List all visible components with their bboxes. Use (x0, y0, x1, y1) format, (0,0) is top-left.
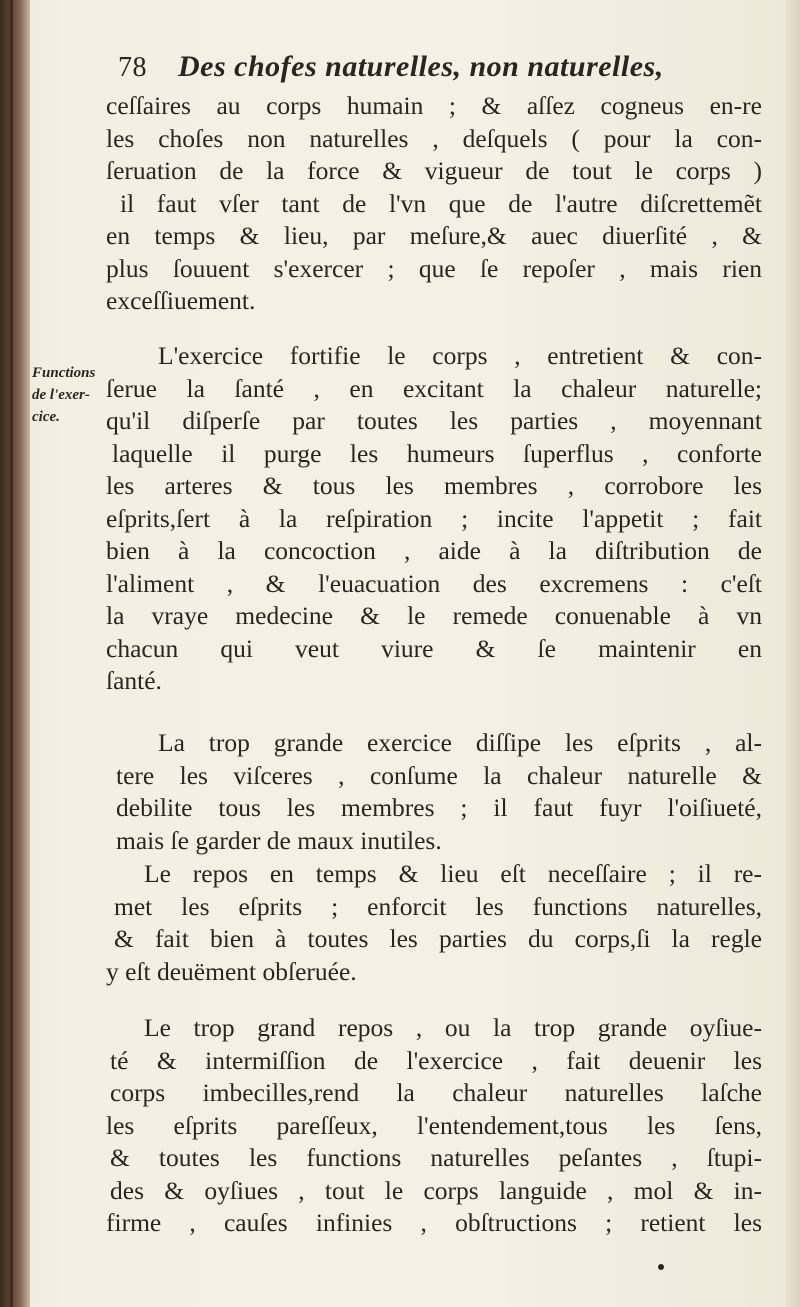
text-line: & fait bien à toutes les parties du corps,ſi la regle (114, 924, 762, 953)
text-line: debilite tous les membres ; il faut fuyr l'oiſiueté, (116, 793, 762, 822)
text-line: exceſſiuement. (106, 286, 256, 315)
text-line: mais ſe garder de maux inutiles. (116, 825, 442, 855)
marginal-note (32, 362, 102, 428)
text-line: ceſſaires au corps humain ; & aſſez cogneus en‑re (106, 91, 762, 120)
running-title: Des chofes naturelles, non naturelles, (178, 50, 664, 83)
text-line: firme , cauſes infinies , obſtructions ; retient les (106, 1208, 762, 1237)
book-binding (0, 0, 30, 1307)
text-line: eſprits,ſert à la reſpiration ; incite l'appetit ; fait (106, 503, 762, 533)
text-line: en temps & lieu, par meſure,& auec diuerſité , & (106, 221, 762, 250)
text-line: tere les viſceres , conſume la chaleur naturelle & (116, 760, 762, 790)
paragraph-4 (106, 858, 762, 988)
text-line: il faut vſer tant de l'vn que de l'autre diſcrettemẽt (120, 188, 762, 218)
marginal-note-line: cice. (32, 409, 60, 425)
text-line: met les eſprits ; enforcit les functions naturelles, (114, 891, 762, 921)
text-line: bien à la concoction , aide à la diſtribution de (106, 536, 762, 565)
paragraph-1 (106, 90, 762, 318)
text-line: ſanté. (106, 666, 162, 695)
marginal-note-line: Functions (32, 365, 96, 381)
page-edge (786, 0, 800, 1307)
text-line: ſeruation de la force & vigueur de tout le corps ) (106, 156, 762, 185)
text-line: L'exercice fortifie le corps , entretient & con- (158, 341, 762, 370)
paragraph-5 (106, 1012, 762, 1240)
text-line: té & intermiſſion de l'exercice , fait deuenir les (110, 1045, 762, 1075)
paragraph-2 (106, 340, 762, 698)
text-line: la vraye medecine & le remede conuenable à vn (106, 601, 762, 630)
text-line: l'aliment , & l'euacuation des excremens : c'eſt (106, 568, 762, 598)
page-number: 78 (118, 52, 147, 83)
text-line: les arteres & tous les membres , corrobore les (106, 471, 762, 500)
text-line: les eſprits pareſſeux, l'entendement,tous les ſens, (106, 1110, 762, 1140)
text-line: Le repos en temps & lieu eſt neceſſaire ; il re- (144, 859, 762, 888)
paragraph-3 (106, 727, 762, 857)
text-line: qu'il diſperſe par toutes les parties , moyennant (106, 406, 762, 435)
text-line: laquelle il purge les humeurs ſuperflus , conforte (112, 438, 762, 468)
text-line: y eſt deuëment obſeruée. (106, 956, 357, 986)
text-line: des & oyſiues , tout le corps languide , mol & in- (110, 1175, 762, 1205)
text-line: chacun qui veut viure & ſe maintenir en (106, 633, 762, 663)
text-line: La trop grande exercice diſſipe les eſprits , al- (158, 728, 762, 757)
text-line: & toutes les functions naturelles peſantes , ſtupi- (110, 1143, 762, 1172)
text-line: corps imbecilles,rend la chaleur naturelles laſche (110, 1078, 762, 1107)
page-header (118, 50, 758, 84)
text-line: ſerue la ſanté , en excitant la chaleur naturelle; (106, 373, 762, 403)
text-line: plus ſouuent s'exercer ; que ſe repoſer , mais rien (106, 253, 762, 283)
ink-speck (658, 1264, 664, 1270)
text-line: Le trop grand repos , ou la trop grande oyſiue- (144, 1013, 762, 1042)
marginal-note-line: de l'exer- (32, 387, 90, 403)
text-line: les choſes non naturelles , deſquels ( pour la con- (106, 123, 762, 153)
